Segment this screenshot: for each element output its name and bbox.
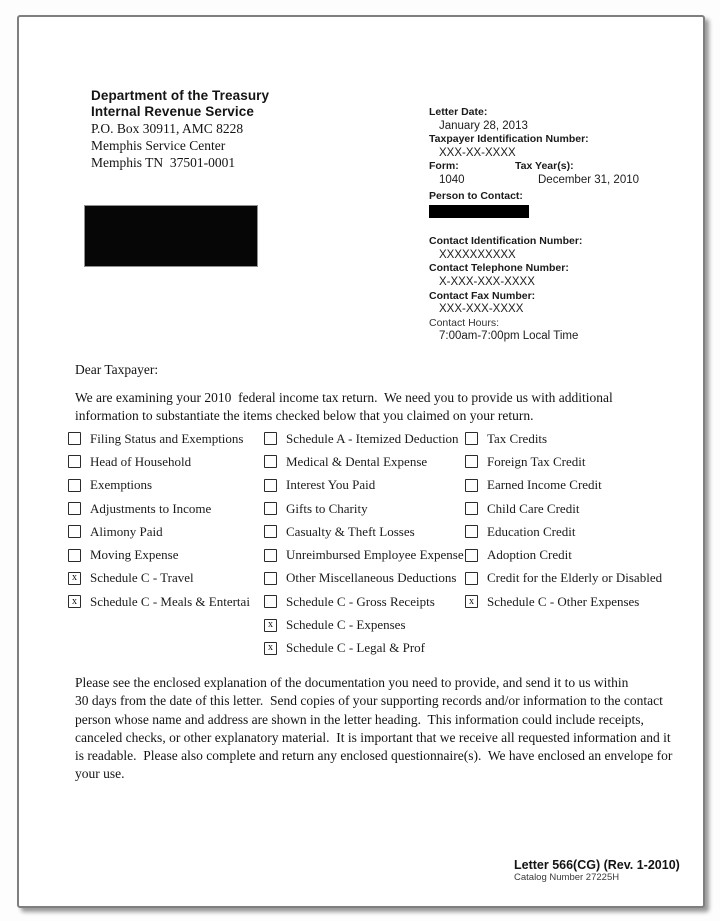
unchecked-checkbox[interactable] bbox=[68, 455, 81, 468]
sender-po-box: P.O. Box 30911, AMC 8228 bbox=[91, 121, 244, 136]
letter-date-value: January 28, 2013 bbox=[439, 119, 528, 132]
tax-year-label: Tax Year(s): bbox=[515, 160, 574, 173]
closing-line: is readable. Please also complete and return any enclosed questionnaire(s). We have enclosed an envelope for bbox=[75, 748, 673, 764]
checkbox-label: Education Credit bbox=[487, 523, 576, 539]
checked-checkbox[interactable]: x bbox=[264, 619, 277, 632]
checkbox-item bbox=[264, 613, 464, 636]
unchecked-checkbox[interactable] bbox=[68, 525, 81, 538]
checkbox-label: Schedule C - Travel bbox=[90, 570, 194, 586]
unchecked-checkbox[interactable] bbox=[465, 549, 478, 562]
checkbox-item bbox=[264, 520, 464, 543]
closing-line: your use. bbox=[75, 766, 125, 782]
checkbox-label: Casualty & Theft Losses bbox=[286, 523, 415, 539]
catalog-number: Catalog Number 27225H bbox=[514, 872, 620, 883]
checkbox-label: Schedule C - Other Expenses bbox=[487, 593, 640, 609]
contact-fax-value: XXX-XXX-XXXX bbox=[439, 303, 524, 316]
checkbox-label: Adjustments to Income bbox=[90, 500, 212, 516]
unchecked-checkbox[interactable] bbox=[264, 502, 277, 515]
checkbox-item bbox=[68, 474, 250, 497]
checkbox-label: Credit for the Elderly or Disabled bbox=[487, 570, 663, 586]
closing-paragraph bbox=[75, 674, 672, 784]
checkbox-item bbox=[68, 543, 250, 566]
unchecked-checkbox[interactable] bbox=[465, 432, 478, 445]
unchecked-checkbox[interactable] bbox=[264, 595, 277, 608]
checkbox-item bbox=[465, 497, 662, 520]
checkbox-label: Schedule C - Legal & Prof bbox=[286, 640, 425, 656]
letter-page bbox=[17, 15, 705, 908]
checkbox-label: Unreimbursed Employee Expense bbox=[286, 547, 464, 563]
checkbox-item bbox=[68, 427, 250, 450]
checkbox-item bbox=[264, 497, 464, 520]
sender-city-state-zip: Memphis TN 37501-0001 bbox=[91, 155, 236, 170]
unchecked-checkbox[interactable] bbox=[68, 479, 81, 492]
contact-fax-label: Contact Fax Number: bbox=[429, 289, 536, 302]
contact-phone-label: Contact Telephone Number: bbox=[429, 262, 569, 275]
sender-center: Memphis Service Center bbox=[91, 138, 226, 153]
checkbox-item bbox=[465, 590, 662, 613]
checkbox-label: Alimony Paid bbox=[90, 523, 163, 539]
letter-number: Letter 566(CG) (Rev. 1-2010) bbox=[514, 858, 680, 872]
checkbox-label: Schedule C - Expenses bbox=[286, 617, 406, 633]
checkbox-label: Schedule A - Itemized Deduction bbox=[286, 430, 459, 446]
checkbox-item bbox=[465, 543, 662, 566]
checklist-column-2 bbox=[264, 427, 464, 660]
checkbox-label: Earned Income Credit bbox=[487, 477, 602, 493]
agency-service: Internal Revenue Service bbox=[91, 104, 254, 119]
unchecked-checkbox[interactable] bbox=[264, 572, 277, 585]
checklist-column-1 bbox=[68, 427, 250, 613]
tax-year-value: December 31, 2010 bbox=[538, 173, 640, 186]
intro-paragraph bbox=[75, 389, 613, 425]
checkbox-label: Moving Expense bbox=[90, 547, 179, 563]
checkbox-label: Schedule C - Gross Receipts bbox=[286, 593, 435, 609]
closing-line: person whose name and address are shown in the letter heading. This information could include receipts, bbox=[75, 711, 644, 727]
checkbox-item bbox=[465, 567, 662, 590]
checkbox-item bbox=[465, 450, 662, 473]
checkbox-item bbox=[264, 590, 464, 613]
closing-line: canceled checks, or other explanatory material. It is important that we receive all requested information and it bbox=[75, 729, 671, 745]
checked-checkbox[interactable]: x bbox=[465, 595, 478, 608]
checkbox-label: Head of Household bbox=[90, 453, 192, 469]
tin-label: Taxpayer Identification Number: bbox=[429, 133, 589, 146]
form-value: 1040 bbox=[439, 173, 465, 186]
checkbox-label: Gifts to Charity bbox=[286, 500, 368, 516]
intro-line: information to substantiate the items checked below that you claimed on your return. bbox=[75, 408, 534, 424]
person-to-contact-label: Person to Contact: bbox=[429, 189, 523, 202]
contact-phone-value: X-XXX-XXX-XXXX bbox=[439, 275, 535, 288]
checkbox-item bbox=[264, 450, 464, 473]
checkbox-label: Child Care Credit bbox=[487, 500, 580, 516]
checkbox-item bbox=[465, 474, 662, 497]
redacted-person-to-contact bbox=[429, 205, 529, 218]
letter-footer bbox=[514, 858, 680, 884]
checkbox-label: Adoption Credit bbox=[487, 547, 572, 563]
checkbox-item bbox=[68, 497, 250, 520]
checkbox-item bbox=[264, 543, 464, 566]
closing-line: 30 days from the date of this letter. Send copies of your supporting records and/or information to the contact bbox=[75, 693, 663, 709]
checkbox-item bbox=[264, 567, 464, 590]
redacted-recipient-address-block bbox=[84, 205, 258, 267]
checkbox-item bbox=[264, 427, 464, 450]
unchecked-checkbox[interactable] bbox=[68, 432, 81, 445]
agency-name: Department of the Treasury bbox=[91, 88, 270, 103]
unchecked-checkbox[interactable] bbox=[68, 549, 81, 562]
checkbox-item bbox=[264, 637, 464, 660]
unchecked-checkbox[interactable] bbox=[264, 525, 277, 538]
unchecked-checkbox[interactable] bbox=[465, 455, 478, 468]
checkbox-label: Filing Status and Exemptions bbox=[90, 430, 244, 446]
letter-date-label: Letter Date: bbox=[429, 106, 488, 118]
checkbox-item bbox=[68, 520, 250, 543]
checkbox-item bbox=[465, 520, 662, 543]
contact-hours-label: Contact Hours: bbox=[429, 316, 500, 329]
contact-id-value: XXXXXXXXXX bbox=[439, 248, 516, 261]
contact-hours-value: 7:00am-7:00pm Local Time bbox=[439, 330, 579, 343]
form-label: Form: bbox=[429, 160, 459, 173]
sender-address-block bbox=[91, 88, 269, 171]
checkbox-item bbox=[68, 567, 250, 590]
unchecked-checkbox[interactable] bbox=[264, 479, 277, 492]
closing-line: Please see the enclosed explanation of the documentation you need to provide, and send it to us within bbox=[75, 675, 629, 690]
checkbox-label: Other Miscellaneous Deductions bbox=[286, 570, 457, 586]
checkbox-label: Foreign Tax Credit bbox=[487, 453, 586, 469]
checkbox-label: Tax Credits bbox=[487, 430, 548, 446]
checkbox-item bbox=[68, 590, 250, 613]
checked-checkbox[interactable]: x bbox=[264, 642, 277, 655]
unchecked-checkbox[interactable] bbox=[465, 479, 478, 492]
tin-value: XXX-XX-XXXX bbox=[439, 146, 516, 159]
checkbox-label: Exemptions bbox=[90, 477, 153, 493]
contact-id-label: Contact Identification Number: bbox=[429, 235, 583, 248]
checked-checkbox[interactable]: x bbox=[68, 595, 81, 608]
unchecked-checkbox[interactable] bbox=[264, 432, 277, 445]
unchecked-checkbox[interactable] bbox=[465, 502, 478, 515]
checkbox-item bbox=[68, 450, 250, 473]
salutation: Dear Taxpayer: bbox=[75, 362, 159, 377]
checked-checkbox[interactable]: x bbox=[68, 572, 81, 585]
unchecked-checkbox[interactable] bbox=[68, 502, 81, 515]
checkbox-item bbox=[465, 427, 662, 450]
checklist-column-3 bbox=[465, 427, 662, 613]
letter-info-block bbox=[429, 106, 691, 344]
intro-line: We are examining your 2010 federal income tax return. We need you to provide us with additional bbox=[75, 390, 613, 405]
checkbox-label: Medical & Dental Expense bbox=[286, 453, 428, 469]
checkbox-label: Interest You Paid bbox=[286, 477, 376, 493]
unchecked-checkbox[interactable] bbox=[465, 572, 478, 585]
unchecked-checkbox[interactable] bbox=[264, 549, 277, 562]
checkbox-item bbox=[264, 474, 464, 497]
checkbox-label: Schedule C - Meals & Entertai bbox=[90, 593, 250, 609]
unchecked-checkbox[interactable] bbox=[264, 455, 277, 468]
unchecked-checkbox[interactable] bbox=[465, 525, 478, 538]
